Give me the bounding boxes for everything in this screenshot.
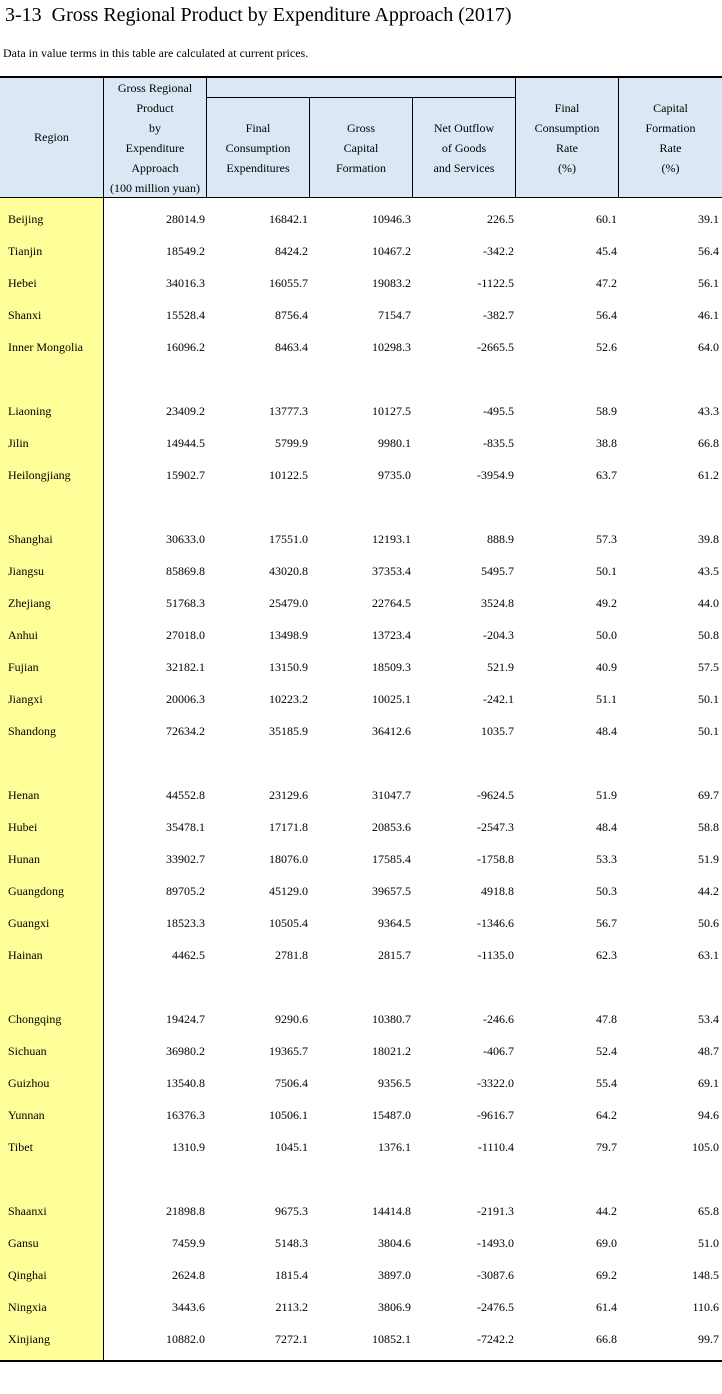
gross-capital-formation-cell: 18509.3 <box>372 660 411 674</box>
consumption-rate-cell: 58.9 <box>596 404 617 418</box>
table-number: 3-13 <box>5 4 42 26</box>
region-name-cell: Tibet <box>8 1140 33 1154</box>
table-row <box>0 779 722 811</box>
table-row <box>0 1067 722 1099</box>
table-row <box>0 939 722 971</box>
region-name-cell: Fujian <box>8 660 39 674</box>
table-row <box>0 907 722 939</box>
final-consumption-cell: 1045.1 <box>275 1140 308 1154</box>
net-outflow-cell: 226.5 <box>487 212 514 226</box>
gross-capital-formation-cell: 9980.1 <box>378 436 411 450</box>
capital-formation-rate-cell: 46.1 <box>698 308 719 322</box>
capital-formation-rate-cell: 39.1 <box>698 212 719 226</box>
gross-capital-formation-cell: 10380.7 <box>372 1012 411 1026</box>
region-name-cell: Chongqing <box>8 1012 62 1026</box>
gross-regional-product-cell: 33902.7 <box>166 852 205 866</box>
header-line: Capital <box>653 101 688 115</box>
table-row <box>0 555 722 587</box>
gross-capital-formation-cell: 10467.2 <box>372 244 411 258</box>
net-outflow-cell: 888.9 <box>487 532 514 546</box>
final-consumption-cell: 2781.8 <box>275 948 308 962</box>
consumption-rate-cell: 56.7 <box>596 916 617 930</box>
gross-capital-formation-cell: 10946.3 <box>372 212 411 226</box>
final-consumption-cell: 8424.2 <box>275 244 308 258</box>
table-bottom-rule <box>0 1360 722 1362</box>
gross-regional-product-cell: 28014.9 <box>166 212 205 226</box>
net-outflow-cell: -246.6 <box>483 1012 514 1026</box>
header-line: Final <box>554 101 580 115</box>
table-title <box>5 4 512 27</box>
region-name-cell: Inner Mongolia <box>8 340 83 354</box>
region-name-cell: Ningxia <box>8 1300 47 1314</box>
final-consumption-cell: 16842.1 <box>269 212 308 226</box>
net-outflow-cell: -2191.3 <box>477 1204 514 1218</box>
table-row <box>0 459 722 491</box>
net-outflow-cell: -1758.8 <box>477 852 514 866</box>
consumption-rate-cell: 50.3 <box>596 884 617 898</box>
capital-formation-rate-cell: 56.4 <box>698 244 719 258</box>
gross-regional-product-cell: 72634.2 <box>166 724 205 738</box>
header-line: Gross <box>346 121 375 135</box>
final-consumption-cell: 9675.3 <box>275 1204 308 1218</box>
gross-regional-product-cell: 10882.0 <box>166 1332 205 1346</box>
gross-capital-formation-cell: 22764.5 <box>372 596 411 610</box>
gross-regional-product-cell: 2624.8 <box>172 1268 205 1282</box>
gross-capital-formation-cell: 10298.3 <box>372 340 411 354</box>
gross-capital-formation-cell: 3806.9 <box>378 1300 411 1314</box>
table-row <box>0 843 722 875</box>
region-name-cell: Shanxi <box>8 308 42 322</box>
table-row <box>0 619 722 651</box>
gross-capital-formation-cell: 20853.6 <box>372 820 411 834</box>
final-consumption-cell: 5148.3 <box>275 1236 308 1250</box>
consumption-rate-cell: 69.0 <box>596 1236 617 1250</box>
header-line: Consumption <box>534 121 600 135</box>
gross-regional-product-cell: 85869.8 <box>166 564 205 578</box>
gross-capital-formation-cell: 18021.2 <box>372 1044 411 1058</box>
final-consumption-cell: 8463.4 <box>275 340 308 354</box>
gross-capital-formation-cell: 31047.7 <box>372 788 411 802</box>
gross-capital-formation-cell: 2815.7 <box>378 948 411 962</box>
net-outflow-cell: -2665.5 <box>477 340 514 354</box>
region-name-cell: Tianjin <box>8 244 43 258</box>
net-outflow-cell: -406.7 <box>483 1044 514 1058</box>
consumption-rate-cell: 51.1 <box>596 692 617 706</box>
consumption-rate-cell: 47.8 <box>596 1012 617 1026</box>
header-line: (%) <box>558 161 576 175</box>
capital-formation-rate-cell: 69.7 <box>698 788 719 802</box>
net-outflow-cell: -495.5 <box>483 404 514 418</box>
table-row <box>0 395 722 427</box>
net-outflow-cell: -1135.0 <box>477 948 514 962</box>
header-line: Final <box>245 121 271 135</box>
gross-capital-formation-cell: 3897.0 <box>378 1268 411 1282</box>
gross-regional-product-cell: 16376.3 <box>166 1108 205 1122</box>
final-consumption-cell: 17171.8 <box>269 820 308 834</box>
table-row <box>0 587 722 619</box>
capital-formation-rate-cell: 50.1 <box>698 692 719 706</box>
consumption-rate-cell: 49.2 <box>596 596 617 610</box>
table-row <box>0 203 722 235</box>
final-consumption-cell: 35185.9 <box>269 724 308 738</box>
gross-regional-product-cell: 20006.3 <box>166 692 205 706</box>
capital-formation-rate-cell: 66.8 <box>698 436 719 450</box>
net-outflow-cell: -382.7 <box>483 308 514 322</box>
capital-formation-rate-cell: 48.7 <box>698 1044 719 1058</box>
region-name-cell: Jilin <box>8 436 29 450</box>
gross-regional-product-cell: 18549.2 <box>166 244 205 258</box>
region-name-cell: Anhui <box>8 628 38 642</box>
final-consumption-cell: 9290.6 <box>275 1012 308 1026</box>
capital-formation-rate-cell: 51.0 <box>698 1236 719 1250</box>
header-line: (100 million yuan) <box>110 181 200 195</box>
capital-formation-rate-cell: 43.3 <box>698 404 719 418</box>
table-row <box>0 1195 722 1227</box>
capital-formation-rate-cell: 57.5 <box>698 660 719 674</box>
capital-formation-rate-cell: 94.6 <box>698 1108 719 1122</box>
capital-formation-rate-cell: 43.5 <box>698 564 719 578</box>
gross-capital-formation-cell: 1376.1 <box>378 1140 411 1154</box>
net-outflow-cell: -7242.2 <box>477 1332 514 1346</box>
gross-capital-formation-cell: 10127.5 <box>372 404 411 418</box>
table-row <box>0 715 722 747</box>
capital-formation-rate-cell: 148.5 <box>692 1268 719 1282</box>
net-outflow-cell: -342.2 <box>483 244 514 258</box>
header-line: Expenditure <box>125 141 185 155</box>
table-row <box>0 1035 722 1067</box>
region-name-cell: Xinjiang <box>8 1332 50 1346</box>
final-consumption-cell: 45129.0 <box>269 884 308 898</box>
capital-formation-rate-cell: 65.8 <box>698 1204 719 1218</box>
consumption-rate-cell: 69.2 <box>596 1268 617 1282</box>
gross-capital-formation-cell: 36412.6 <box>372 724 411 738</box>
header-consumption-rate <box>516 98 618 178</box>
final-consumption-cell: 17551.0 <box>269 532 308 546</box>
gross-regional-product-cell: 14944.5 <box>166 436 205 450</box>
region-name-cell: Liaoning <box>8 404 52 418</box>
consumption-rate-cell: 56.4 <box>596 308 617 322</box>
gross-capital-formation-cell: 12193.1 <box>372 532 411 546</box>
net-outflow-cell: -9616.7 <box>477 1108 514 1122</box>
gross-capital-formation-cell: 7154.7 <box>378 308 411 322</box>
gross-regional-product-cell: 35478.1 <box>166 820 205 834</box>
header-capital-rate <box>619 98 722 178</box>
gross-regional-product-cell: 27018.0 <box>166 628 205 642</box>
region-name-cell: Hebei <box>8 276 37 290</box>
header-line: Formation <box>336 161 386 175</box>
header-gdp <box>104 78 206 198</box>
header-gross-capital-formation <box>310 118 412 178</box>
header-subrule <box>206 97 516 98</box>
gross-capital-formation-cell: 9735.0 <box>378 468 411 482</box>
consumption-rate-cell: 79.7 <box>596 1140 617 1154</box>
net-outflow-cell: -3087.6 <box>477 1268 514 1282</box>
capital-formation-rate-cell: 69.1 <box>698 1076 719 1090</box>
header-region: Region <box>34 130 69 144</box>
header-line: Expenditures <box>226 161 290 175</box>
consumption-rate-cell: 60.1 <box>596 212 617 226</box>
net-outflow-cell: 4918.8 <box>481 884 514 898</box>
region-name-cell: Guangdong <box>8 884 64 898</box>
net-outflow-cell: -835.5 <box>483 436 514 450</box>
table-row <box>0 331 722 363</box>
region-name-cell: Shaanxi <box>8 1204 47 1218</box>
table-row <box>0 683 722 715</box>
region-name-cell: Shanghai <box>8 532 53 546</box>
final-consumption-cell: 2113.2 <box>275 1300 308 1314</box>
net-outflow-cell: -2547.3 <box>477 820 514 834</box>
consumption-rate-cell: 45.4 <box>596 244 617 258</box>
gross-capital-formation-cell: 13723.4 <box>372 628 411 642</box>
gross-regional-product-cell: 34016.3 <box>166 276 205 290</box>
table-row <box>0 299 722 331</box>
final-consumption-cell: 10122.5 <box>269 468 308 482</box>
final-consumption-cell: 10505.4 <box>269 916 308 930</box>
gross-capital-formation-cell: 14414.8 <box>372 1204 411 1218</box>
consumption-rate-cell: 38.8 <box>596 436 617 450</box>
net-outflow-cell: -9624.5 <box>477 788 514 802</box>
table-row <box>0 811 722 843</box>
capital-formation-rate-cell: 50.1 <box>698 724 719 738</box>
region-name-cell: Hainan <box>8 948 43 962</box>
net-outflow-cell: -1122.5 <box>477 276 514 290</box>
gross-regional-product-cell: 1310.9 <box>172 1140 205 1154</box>
gross-regional-product-cell: 15528.4 <box>166 308 205 322</box>
table-row <box>0 523 722 555</box>
capital-formation-rate-cell: 44.2 <box>698 884 719 898</box>
final-consumption-cell: 8756.4 <box>275 308 308 322</box>
header-final-consumption <box>207 118 309 178</box>
capital-formation-rate-cell: 110.6 <box>692 1300 719 1314</box>
region-name-cell: Beijing <box>8 212 44 226</box>
consumption-rate-cell: 47.2 <box>596 276 617 290</box>
table-row <box>0 267 722 299</box>
gross-capital-formation-cell: 10852.1 <box>372 1332 411 1346</box>
header-net-outflow <box>413 118 515 178</box>
final-consumption-cell: 18076.0 <box>269 852 308 866</box>
gross-capital-formation-cell: 3804.6 <box>378 1236 411 1250</box>
region-name-cell: Guangxi <box>8 916 50 930</box>
capital-formation-rate-cell: 58.8 <box>698 820 719 834</box>
header-line: Approach <box>131 161 179 175</box>
region-name-cell: Zhejiang <box>8 596 51 610</box>
table-row <box>0 651 722 683</box>
header-line: Consumption <box>225 141 291 155</box>
region-name-cell: Yunnan <box>8 1108 45 1122</box>
header-line: Rate <box>556 141 578 155</box>
net-outflow-cell: -242.1 <box>483 692 514 706</box>
table-row <box>0 1259 722 1291</box>
gross-regional-product-cell: 15902.7 <box>166 468 205 482</box>
consumption-rate-cell: 50.1 <box>596 564 617 578</box>
final-consumption-cell: 13150.9 <box>269 660 308 674</box>
gross-capital-formation-cell: 39657.5 <box>372 884 411 898</box>
gross-regional-product-cell: 36980.2 <box>166 1044 205 1058</box>
capital-formation-rate-cell: 44.0 <box>698 596 719 610</box>
final-consumption-cell: 23129.6 <box>269 788 308 802</box>
final-consumption-cell: 10506.1 <box>269 1108 308 1122</box>
table-row <box>0 1323 722 1355</box>
gross-regional-product-cell: 32182.1 <box>166 660 205 674</box>
region-name-cell: Sichuan <box>8 1044 47 1058</box>
header-line: Rate <box>659 141 682 155</box>
gross-capital-formation-cell: 9356.5 <box>378 1076 411 1090</box>
consumption-rate-cell: 48.4 <box>596 724 617 738</box>
net-outflow-cell: 521.9 <box>487 660 514 674</box>
final-consumption-cell: 43020.8 <box>269 564 308 578</box>
gross-regional-product-cell: 21898.8 <box>166 1204 205 1218</box>
table-note: Data in value terms in this table are calculated at current prices. <box>3 46 309 60</box>
net-outflow-cell: -3954.9 <box>477 468 514 482</box>
consumption-rate-cell: 50.0 <box>596 628 617 642</box>
capital-formation-rate-cell: 39.8 <box>698 532 719 546</box>
gross-regional-product-cell: 44552.8 <box>166 788 205 802</box>
consumption-rate-cell: 61.4 <box>596 1300 617 1314</box>
final-consumption-cell: 1815.4 <box>275 1268 308 1282</box>
capital-formation-rate-cell: 99.7 <box>698 1332 719 1346</box>
net-outflow-cell: -1346.6 <box>477 916 514 930</box>
region-name-cell: Shandong <box>8 724 56 738</box>
capital-formation-rate-cell: 61.2 <box>698 468 719 482</box>
final-consumption-cell: 16055.7 <box>269 276 308 290</box>
final-consumption-cell: 5799.9 <box>275 436 308 450</box>
header-line: Formation <box>645 121 696 135</box>
header-line: by <box>149 121 161 135</box>
capital-formation-rate-cell: 56.1 <box>698 276 719 290</box>
capital-formation-rate-cell: 63.1 <box>698 948 719 962</box>
gross-regional-product-cell: 51768.3 <box>166 596 205 610</box>
net-outflow-cell: 1035.7 <box>481 724 514 738</box>
table-row <box>0 235 722 267</box>
final-consumption-cell: 7506.4 <box>275 1076 308 1090</box>
consumption-rate-cell: 62.3 <box>596 948 617 962</box>
region-name-cell: Jiangxi <box>8 692 43 706</box>
consumption-rate-cell: 52.4 <box>596 1044 617 1058</box>
net-outflow-cell: -1493.0 <box>477 1236 514 1250</box>
final-consumption-cell: 25479.0 <box>269 596 308 610</box>
consumption-rate-cell: 57.3 <box>596 532 617 546</box>
consumption-rate-cell: 51.9 <box>596 788 617 802</box>
consumption-rate-cell: 52.6 <box>596 340 617 354</box>
gross-regional-product-cell: 16096.2 <box>166 340 205 354</box>
capital-formation-rate-cell: 50.8 <box>698 628 719 642</box>
gross-regional-product-cell: 23409.2 <box>166 404 205 418</box>
net-outflow-cell: -204.3 <box>483 628 514 642</box>
region-name-cell: Hunan <box>8 852 40 866</box>
header-line: Gross Regional <box>117 81 193 95</box>
header-line: (%) <box>661 161 680 175</box>
table-row <box>0 1099 722 1131</box>
header-line: Capital <box>343 141 379 155</box>
final-consumption-cell: 19365.7 <box>269 1044 308 1058</box>
region-name-cell: Hubei <box>8 820 38 834</box>
final-consumption-cell: 13777.3 <box>269 404 308 418</box>
capital-formation-rate-cell: 64.0 <box>698 340 719 354</box>
gross-capital-formation-cell: 15487.0 <box>372 1108 411 1122</box>
region-name-cell: Heilongjiang <box>8 468 71 482</box>
header-line: Product <box>136 101 174 115</box>
table-row <box>0 427 722 459</box>
gross-capital-formation-cell: 9364.5 <box>378 916 411 930</box>
consumption-rate-cell: 55.4 <box>596 1076 617 1090</box>
region-name-cell: Henan <box>8 788 40 802</box>
table-row <box>0 1227 722 1259</box>
table-title-text: Gross Regional Product by Expenditure Approach (2017) <box>51 4 512 26</box>
capital-formation-rate-cell: 53.4 <box>698 1012 719 1026</box>
capital-formation-rate-cell: 50.6 <box>698 916 719 930</box>
gross-regional-product-cell: 18523.3 <box>166 916 205 930</box>
consumption-rate-cell: 48.4 <box>596 820 617 834</box>
net-outflow-cell: 5495.7 <box>481 564 514 578</box>
net-outflow-cell: -2476.5 <box>477 1300 514 1314</box>
consumption-rate-cell: 64.2 <box>596 1108 617 1122</box>
gross-capital-formation-cell: 10025.1 <box>372 692 411 706</box>
net-outflow-cell: -3322.0 <box>477 1076 514 1090</box>
table-row <box>0 875 722 907</box>
gross-regional-product-cell: 3443.6 <box>172 1300 205 1314</box>
capital-formation-rate-cell: 105.0 <box>692 1140 719 1154</box>
gross-regional-product-cell: 89705.2 <box>166 884 205 898</box>
consumption-rate-cell: 66.8 <box>596 1332 617 1346</box>
net-outflow-cell: -1110.4 <box>477 1140 514 1154</box>
gross-capital-formation-cell: 37353.4 <box>372 564 411 578</box>
header-components-span <box>207 78 515 97</box>
gross-regional-product-cell: 30633.0 <box>166 532 205 546</box>
table-row <box>0 1003 722 1035</box>
final-consumption-cell: 7272.1 <box>275 1332 308 1346</box>
consumption-rate-cell: 53.3 <box>596 852 617 866</box>
consumption-rate-cell: 63.7 <box>596 468 617 482</box>
capital-formation-rate-cell: 51.9 <box>698 852 719 866</box>
header-line: Net Outflow <box>433 121 495 135</box>
region-name-cell: Jiangsu <box>8 564 44 578</box>
region-name-cell: Gansu <box>8 1236 39 1250</box>
table-row <box>0 1131 722 1163</box>
gross-capital-formation-cell: 19083.2 <box>372 276 411 290</box>
table-row <box>0 1291 722 1323</box>
final-consumption-cell: 10223.2 <box>269 692 308 706</box>
header-line: and Services <box>433 161 495 175</box>
gross-regional-product-cell: 4462.5 <box>172 948 205 962</box>
gross-capital-formation-cell: 17585.4 <box>372 852 411 866</box>
consumption-rate-cell: 40.9 <box>596 660 617 674</box>
gross-regional-product-cell: 7459.9 <box>172 1236 205 1250</box>
net-outflow-cell: 3524.8 <box>481 596 514 610</box>
region-name-cell: Qinghai <box>8 1268 47 1282</box>
header-line: of Goods <box>441 141 487 155</box>
consumption-rate-cell: 44.2 <box>596 1204 617 1218</box>
gross-regional-product-cell: 19424.7 <box>166 1012 205 1026</box>
gross-regional-product-cell: 13540.8 <box>166 1076 205 1090</box>
final-consumption-cell: 13498.9 <box>269 628 308 642</box>
region-name-cell: Guizhou <box>8 1076 50 1090</box>
